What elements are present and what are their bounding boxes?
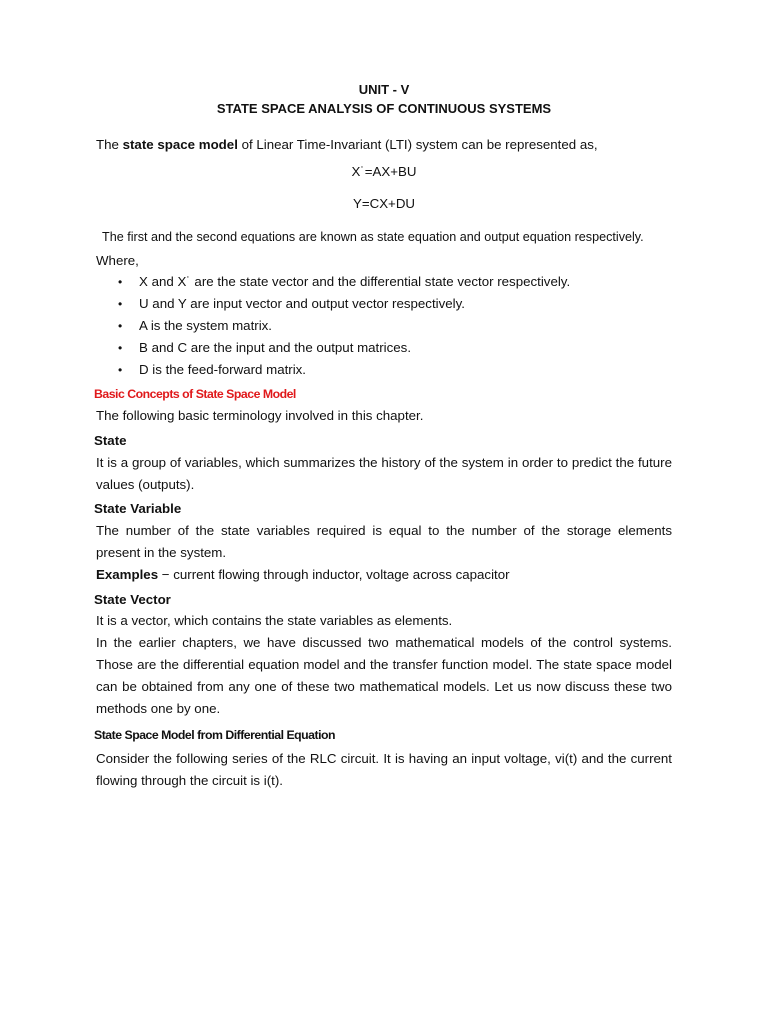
- intro-post: of Linear Time-Invariant (LTI) system can be represented as,: [237, 137, 598, 152]
- section-heading-basic-concepts: Basic Concepts of State Space Model: [94, 387, 296, 401]
- page-title: STATE SPACE ANALYSIS OF CONTINUOUS SYSTEMS: [216, 101, 552, 116]
- where-label: Where,: [96, 253, 139, 268]
- output-equation: Y=CX+DU: [352, 196, 416, 211]
- equation-note: The first and the second equations are known as state equation and output equation respectively.: [102, 230, 644, 244]
- unit-label: UNIT - V: [358, 82, 410, 97]
- heading-state-vector: State Vector: [94, 592, 171, 607]
- examples-line: [96, 567, 510, 583]
- basic-concepts-text: The following basic terminology involved in this chapter.: [96, 408, 424, 423]
- state-vector-paragraph: In the earlier chapters, we have discussed two mathematical models of the control systems. Those are the differential equation model and the transfer function model. The state space model can be obtained from any one of these two mathematical models. Let us now discuss these two methods one by one.: [96, 635, 672, 716]
- section-heading-differential-equation: State Space Model from Differential Equation: [94, 728, 336, 742]
- intro-bold-term: state space model: [122, 137, 238, 152]
- state-equation: X˙=AX+BU: [351, 164, 417, 179]
- examples-label: Examples: [96, 567, 159, 582]
- state-paragraph: It is a group of variables, which summarizes the history of the system in order to predict the future values (outputs).: [96, 455, 672, 492]
- bullet-icon: •: [118, 363, 123, 377]
- intro-paragraph: [96, 137, 598, 153]
- intro-pre: The: [96, 137, 123, 152]
- list-item: • A is the system matrix.: [118, 318, 273, 333]
- examples-text: − current flowing through inductor, voltage across capacitor: [158, 567, 510, 582]
- bullet-icon: •: [118, 319, 123, 333]
- state-variable-paragraph: The number of the state variables required is equal to the number of the storage elements present in the system.: [96, 523, 672, 560]
- list-item: • D is the feed-forward matrix.: [118, 362, 307, 377]
- list-item: • X and X˙ are the state vector and the differential state vector respectively.: [118, 274, 571, 289]
- list-item: • B and C are the input and the output matrices.: [118, 340, 412, 355]
- heading-state: State: [94, 433, 127, 448]
- heading-state-variable: State Variable: [94, 501, 182, 516]
- list-item: • U and Y are input vector and output vector respectively.: [118, 296, 465, 311]
- state-vector-text: It is a vector, which contains the state variables as elements.: [96, 613, 453, 628]
- bullet-icon: •: [118, 297, 123, 311]
- bullet-icon: •: [118, 341, 123, 355]
- differential-equation-paragraph: Consider the following series of the RLC circuit. It is having an input voltage, vi(t) and the current flowing through the circuit is i(t).: [96, 751, 672, 788]
- bullet-icon: •: [118, 275, 123, 289]
